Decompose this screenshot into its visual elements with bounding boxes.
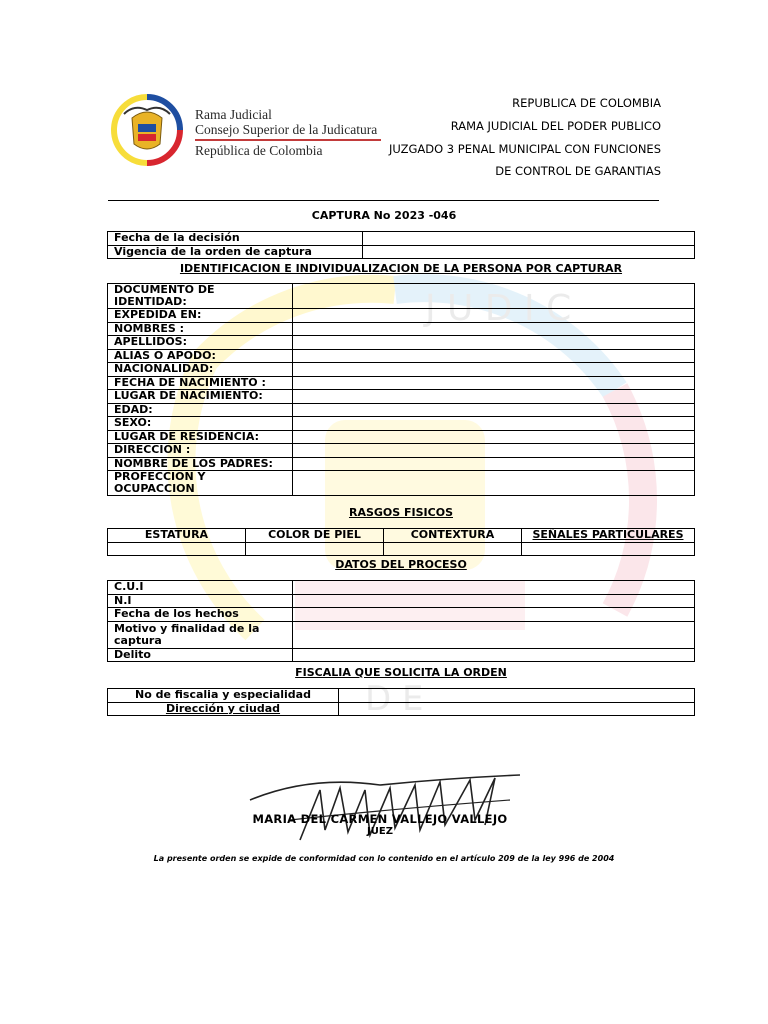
svg-text:J U D I C: J U D I C	[425, 288, 572, 329]
id-label: DIRECCION :	[108, 444, 293, 458]
header-separator	[108, 200, 659, 201]
id-value[interactable]	[293, 309, 695, 323]
process-value[interactable]	[293, 581, 695, 595]
process-label: Delito	[108, 648, 293, 662]
table-row	[108, 417, 695, 431]
process-label: Motivo y finalidad de la captura	[108, 621, 293, 648]
table-row	[108, 232, 695, 246]
id-value[interactable]	[293, 403, 695, 417]
id-value[interactable]	[293, 349, 695, 363]
decision-table	[107, 231, 695, 259]
process-heading: DATOS DEL PROCESO	[335, 558, 467, 571]
table-row	[108, 349, 695, 363]
id-label: APELLIDOS:	[108, 336, 293, 350]
process-value[interactable]	[293, 608, 695, 622]
decision-value[interactable]	[363, 232, 695, 246]
fiscalia-label: Dirección y ciudad	[108, 702, 339, 716]
physical-value[interactable]	[522, 542, 695, 556]
table-row	[108, 322, 695, 336]
rama-judicial-seal-icon	[104, 88, 190, 172]
id-value[interactable]	[293, 336, 695, 350]
id-value[interactable]	[293, 322, 695, 336]
table-row	[108, 444, 695, 458]
logo-divider	[195, 139, 381, 141]
id-label: LUGAR DE NACIMIENTO:	[108, 390, 293, 404]
header-control: DE CONTROL DE GARANTIAS	[495, 164, 661, 178]
judge-name: MARIA DEL CARMEN VALLEJO VALLEJO	[252, 812, 508, 826]
table-row	[108, 376, 695, 390]
page-title: CAPTURA No 2023 -046	[311, 209, 457, 222]
id-label: SEXO:	[108, 417, 293, 431]
id-label: DOCUMENTO DE IDENTIDAD:	[108, 284, 293, 309]
id-label: NOMBRES :	[108, 322, 293, 336]
fiscalia-heading: FISCALIA QUE SOLICITA LA ORDEN	[295, 666, 507, 679]
physical-col-color-piel: COLOR DE PIEL	[246, 529, 384, 543]
process-value[interactable]	[293, 621, 695, 648]
table-row	[108, 529, 695, 543]
id-label: EXPEDIDA EN:	[108, 309, 293, 323]
id-value[interactable]	[293, 376, 695, 390]
header-rama: RAMA JUDICIAL DEL PODER PUBLICO	[450, 119, 661, 133]
fiscalia-table	[107, 688, 695, 716]
id-value[interactable]	[293, 417, 695, 431]
table-row	[108, 457, 695, 471]
svg-text:D E: D E	[365, 679, 424, 719]
table-row	[108, 608, 695, 622]
header-juzgado: JUZGADO 3 PENAL MUNICIPAL CON FUNCIONES	[388, 142, 661, 156]
header-republica: REPUBLICA DE COLOMBIA	[512, 96, 661, 110]
id-label: LUGAR DE RESIDENCIA:	[108, 430, 293, 444]
id-value[interactable]	[293, 363, 695, 377]
table-row	[108, 621, 695, 648]
table-row	[108, 594, 695, 608]
id-label: EDAD:	[108, 403, 293, 417]
table-row	[108, 689, 695, 703]
fiscalia-value[interactable]	[339, 702, 695, 716]
logo-line-consejo: Consejo Superior de la Judicatura	[195, 122, 378, 137]
process-label: N.I	[108, 594, 293, 608]
id-value[interactable]	[293, 457, 695, 471]
physical-col-estatura: ESTATURA	[108, 529, 246, 543]
table-row	[108, 245, 695, 259]
process-label: Fecha de los hechos	[108, 608, 293, 622]
decision-value[interactable]	[363, 245, 695, 259]
table-row	[108, 403, 695, 417]
table-row	[108, 471, 695, 496]
id-label: FECHA DE NACIMIENTO :	[108, 376, 293, 390]
id-label: PROFECCION Y OCUPACCION	[108, 471, 293, 496]
id-value[interactable]	[293, 444, 695, 458]
identification-heading: IDENTIFICACION E INDIVIDUALIZACION DE LA PERSONA POR CAPTURAR	[179, 262, 623, 275]
table-row	[108, 702, 695, 716]
id-value[interactable]	[293, 430, 695, 444]
id-value[interactable]	[293, 390, 695, 404]
id-label: NACIONALIDAD:	[108, 363, 293, 377]
table-row	[108, 336, 695, 350]
table-row	[108, 363, 695, 377]
table-row	[108, 309, 695, 323]
identification-table	[107, 283, 695, 496]
fiscalia-label: No de fiscalia y especialidad	[108, 689, 339, 703]
physical-heading: RASGOS FISICOS	[348, 506, 453, 519]
judge-role: JUEZ	[367, 826, 393, 837]
process-label: C.U.I	[108, 581, 293, 595]
handwritten-signature-icon	[230, 770, 530, 850]
logo-line-republica: República de Colombia	[195, 143, 323, 158]
id-value[interactable]	[293, 284, 695, 309]
process-table	[107, 580, 695, 662]
table-row	[108, 648, 695, 662]
physical-col-senales: SEÑALES PARTICULARES	[522, 529, 695, 543]
table-row	[108, 430, 695, 444]
table-row	[108, 581, 695, 595]
fiscalia-value[interactable]	[339, 689, 695, 703]
table-row	[108, 542, 695, 556]
process-value[interactable]	[293, 648, 695, 662]
id-value[interactable]	[293, 471, 695, 496]
legal-footnote: La presente orden se expide de conformidad con lo contenido en el artículo 209 de la ley 996 de 2004	[153, 854, 615, 863]
decision-label: Fecha de la decisión	[108, 232, 363, 246]
physical-table	[107, 528, 695, 556]
physical-value[interactable]	[246, 542, 384, 556]
id-label: ALIAS O APODO:	[108, 349, 293, 363]
logo-line-rama: Rama Judicial	[195, 107, 272, 122]
decision-label: Vigencia de la orden de captura	[108, 245, 363, 259]
process-value[interactable]	[293, 594, 695, 608]
table-row	[108, 390, 695, 404]
physical-col-contextura: CONTEXTURA	[384, 529, 522, 543]
physical-value[interactable]	[108, 542, 246, 556]
table-row	[108, 284, 695, 309]
physical-value[interactable]	[384, 542, 522, 556]
id-label: NOMBRE DE LOS PADRES:	[108, 457, 293, 471]
